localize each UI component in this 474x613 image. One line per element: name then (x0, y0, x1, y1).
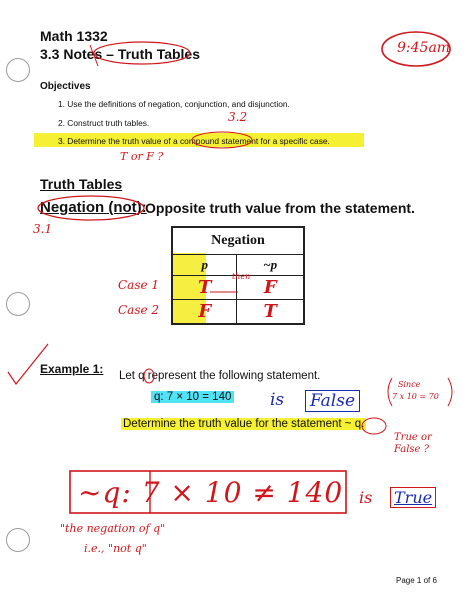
case-2-label: Case 2 (118, 303, 160, 317)
course-title: Math 1332 (40, 28, 108, 44)
negation-circle (38, 196, 144, 220)
objectives-heading: Objectives (40, 81, 91, 92)
is-label: is (270, 390, 285, 410)
cell-not-p-row2: T (237, 300, 304, 325)
q-circle (144, 369, 154, 383)
note-negation-of-q: "the negation of q" (60, 522, 166, 535)
truth-tables-heading: Truth Tables (40, 176, 123, 192)
cell-not-p-row1: F (237, 276, 304, 300)
check-mark (8, 344, 48, 384)
negation-term: Negation (not): (40, 199, 147, 216)
is-true-is: is (359, 488, 373, 507)
case-1-label: Case 1 (118, 278, 160, 292)
header-not-p: ~p (237, 255, 304, 276)
objective-3: 3. Determine the truth value of a compound statement for a specific case. (58, 136, 330, 146)
since-paren-right (448, 378, 452, 406)
header-p: p (172, 255, 237, 276)
false-label: False (305, 390, 360, 412)
negation-definition: Opposite truth value from the statement. (145, 200, 415, 216)
cell-p-row2: F (172, 300, 237, 325)
compound-circle (192, 132, 252, 148)
is-true-word: True (390, 487, 436, 508)
cell-p-row1: T (172, 276, 237, 300)
not-q-circle (362, 418, 386, 434)
table-caption: Negation (172, 227, 304, 255)
negation-box (70, 471, 346, 513)
then-label: then (232, 272, 251, 281)
since-paren-left (388, 378, 392, 406)
example-statement: q: 7 × 10 = 140 (151, 391, 234, 403)
since-line-1: Since (398, 380, 421, 389)
example-heading: Example 1: (40, 362, 104, 376)
annotation-t-or-f: T or F ? (120, 150, 164, 163)
true-or-false-note: True or False ? (394, 432, 432, 455)
annotation-3-1: 3.1 (33, 222, 53, 236)
objective-1: 1. Use the definitions of negation, conjunction, and disjunction. (58, 99, 290, 109)
example-line-1: Let q represent the following statement. (119, 370, 321, 382)
since-line-2: 7 x 10 = 70 (392, 392, 439, 401)
title-circle (94, 42, 190, 64)
big-negation-statement: ~q: 7 × 10 ≠ 140 (78, 476, 344, 509)
section-title: 3.3 Notes – Truth Tables (40, 46, 201, 62)
annotation-3-2: 3.2 (228, 110, 248, 124)
page-number: Page 1 of 6 (396, 576, 437, 585)
objective-2: 2. Construct truth tables. (58, 118, 150, 128)
title-strike (90, 45, 98, 66)
note-not-q: i.e., "not q" (84, 542, 147, 555)
example-line-2: Determine the truth value for the statement ~ q. (123, 418, 365, 430)
handwritten-time: 9:45am (397, 40, 451, 56)
time-circle (382, 32, 450, 66)
